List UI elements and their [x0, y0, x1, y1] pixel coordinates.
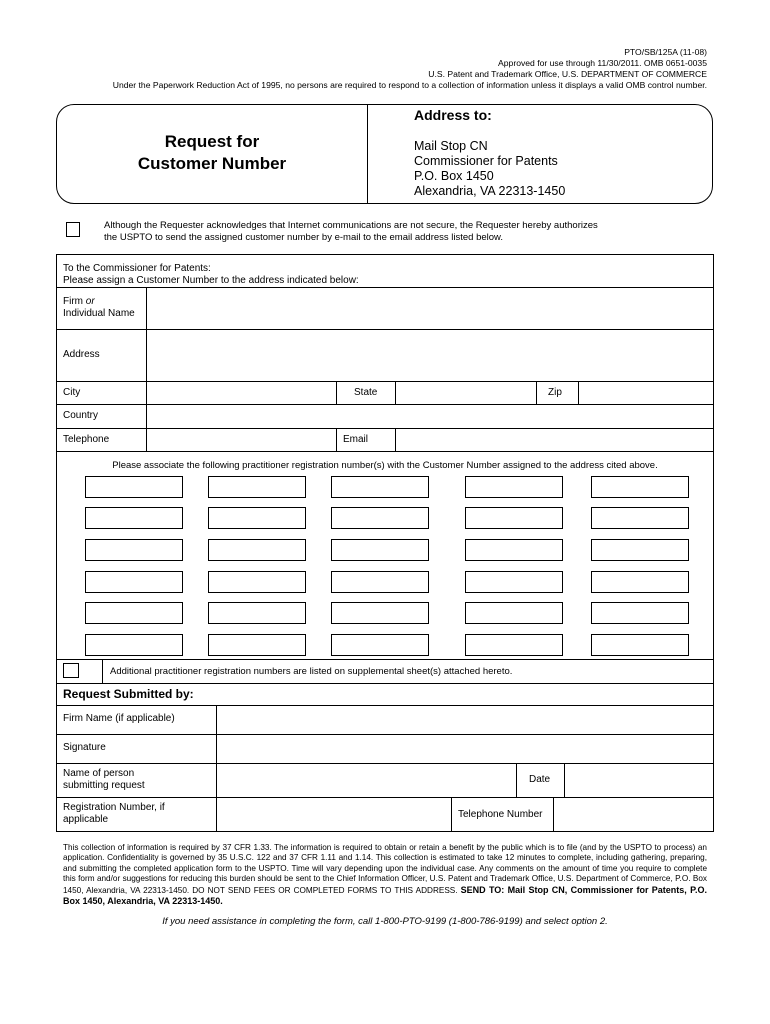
- submitted-by-heading: Request Submitted by:: [63, 687, 194, 701]
- reg-number-field[interactable]: [208, 634, 306, 656]
- firm-name-label: Firm Name (if applicable): [63, 713, 175, 724]
- submitter-name-field[interactable]: [217, 764, 516, 797]
- reg-number-field[interactable]: [465, 539, 563, 561]
- reg-number-field[interactable]: [465, 602, 563, 624]
- zip-field[interactable]: [579, 382, 713, 404]
- telephone-label: Telephone: [63, 434, 110, 445]
- registration-number-field[interactable]: [217, 798, 451, 831]
- title-address-box: [56, 104, 713, 204]
- address-label: Address: [63, 349, 100, 360]
- agency-text: U.S. Patent and Trademark Office, U.S. DEPARTMENT OF COMMERCE: [428, 69, 707, 79]
- paperwork-notice: Under the Paperwork Reduction Act of 1995, no persons are required to respond to a collection of information unless it displays a valid OMB control number.: [112, 80, 707, 90]
- telephone-number-field[interactable]: [554, 798, 713, 831]
- form-intro: To the Commissioner for Patents: Please assign a Customer Number to the address indicated below:: [63, 263, 359, 286]
- firm-name-field[interactable]: [147, 288, 713, 329]
- mailing-address: Mail Stop CN Commissioner for Patents P.O. Box 1450 Alexandria, VA 22313-1450: [414, 139, 566, 198]
- reg-number-field[interactable]: [465, 507, 563, 529]
- reg-number-field[interactable]: [591, 507, 689, 529]
- approval-text: Approved for use through 11/30/2011. OMB 0651-0035: [498, 58, 707, 68]
- form-id: PTO/SB/125A (11-08): [624, 47, 707, 57]
- state-label: State: [354, 387, 378, 398]
- reg-number-field[interactable]: [208, 507, 306, 529]
- additional-numbers-checkbox[interactable]: [63, 663, 79, 678]
- reg-number-field[interactable]: [208, 539, 306, 561]
- email-authorization-text: Although the Requester acknowledges that Internet communications are not secure, the Requester hereby authorizes the USPTO to send the assigned customer number by e-mail to the email address listed below.: [104, 220, 598, 243]
- signature-field[interactable]: [217, 735, 713, 763]
- country-field[interactable]: [147, 405, 713, 428]
- email-authorization-checkbox[interactable]: [66, 222, 80, 237]
- reg-number-field[interactable]: [331, 602, 429, 624]
- reg-number-field[interactable]: [591, 602, 689, 624]
- reg-number-field[interactable]: [85, 476, 183, 498]
- date-field[interactable]: [565, 764, 713, 797]
- reg-number-field[interactable]: [331, 634, 429, 656]
- reg-number-field[interactable]: [85, 634, 183, 656]
- zip-label: Zip: [548, 387, 562, 398]
- reg-number-field[interactable]: [331, 571, 429, 593]
- assistance-note: If you need assistance in completing the form, call 1-800-PTO-9199 (1-800-786-9199) and select option 2.: [162, 916, 608, 927]
- email-label: Email: [343, 434, 369, 445]
- city-field[interactable]: [147, 382, 336, 404]
- reg-number-field[interactable]: [85, 507, 183, 529]
- submitter-firm-field[interactable]: [217, 706, 713, 734]
- page-title: Request for Customer Number: [137, 132, 287, 173]
- practitioner-instruction: Please associate the following practitioner registration number(s) with the Customer Number assigned to the address cited above.: [112, 460, 658, 471]
- reg-number-field[interactable]: [208, 571, 306, 593]
- country-label: Country: [63, 410, 99, 421]
- reg-number-field[interactable]: [465, 571, 563, 593]
- telephone-number-label: Telephone Number: [458, 809, 543, 820]
- reg-number-field[interactable]: [85, 602, 183, 624]
- divider: [367, 105, 368, 203]
- reg-number-field[interactable]: [465, 634, 563, 656]
- email-field[interactable]: [396, 429, 713, 451]
- name-person-label: Name of person submitting request: [63, 768, 145, 791]
- reg-number-field[interactable]: [208, 602, 306, 624]
- reg-number-field[interactable]: [331, 507, 429, 529]
- reg-number-field[interactable]: [85, 571, 183, 593]
- state-field[interactable]: [396, 382, 536, 404]
- burden-statement: This collection of information is required by 37 CFR 1.33. The information is required to obtain or retain a benefit by the public which is to file (and by the USPTO to process) an application. Confidentiality is governed by 35 U.S.C. 122 and 37 CFR 1.11 and 1.14. This collection is estimated to take 12 minutes to complete, including gathering, preparing, and submitting the completed application form to the USPTO. Time will vary depending upon the individual case. Any comments on the amount of time you require to complete this form and/or suggestions for reducing this burden should be sent to the Chief Information Officer, U.S. Patent and Trademark Office, U.S. Department of Commerce, P.O. Box 1450, Alexandria, VA 22313-1450. DO NOT SEND FEES OR COMPLETED FORMS TO THIS ADDRESS. SEND TO: Mail Stop CN, Commissioner for Patents, P.O. Box 1450, Alexandria, VA 22313-1450.: [63, 843, 707, 907]
- firm-label: Firm or Individual Name: [63, 296, 135, 319]
- reg-number-field[interactable]: [331, 539, 429, 561]
- city-label: City: [63, 387, 81, 398]
- telephone-field[interactable]: [147, 429, 336, 451]
- signature-label: Signature: [63, 742, 106, 753]
- reg-number-field[interactable]: [208, 476, 306, 498]
- address-heading: Address to:: [414, 107, 492, 123]
- reg-number-field[interactable]: [591, 571, 689, 593]
- reg-number-field[interactable]: [591, 476, 689, 498]
- reg-number-field[interactable]: [591, 539, 689, 561]
- reg-number-field[interactable]: [85, 539, 183, 561]
- reg-number-field[interactable]: [591, 634, 689, 656]
- reg-number-label: Registration Number, if applicable: [63, 802, 165, 825]
- additional-numbers-text: Additional practitioner registration numbers are listed on supplemental sheet(s) attached hereto.: [110, 666, 513, 677]
- reg-number-field[interactable]: [331, 476, 429, 498]
- date-label: Date: [529, 774, 551, 785]
- reg-number-field[interactable]: [465, 476, 563, 498]
- address-field[interactable]: [147, 330, 713, 381]
